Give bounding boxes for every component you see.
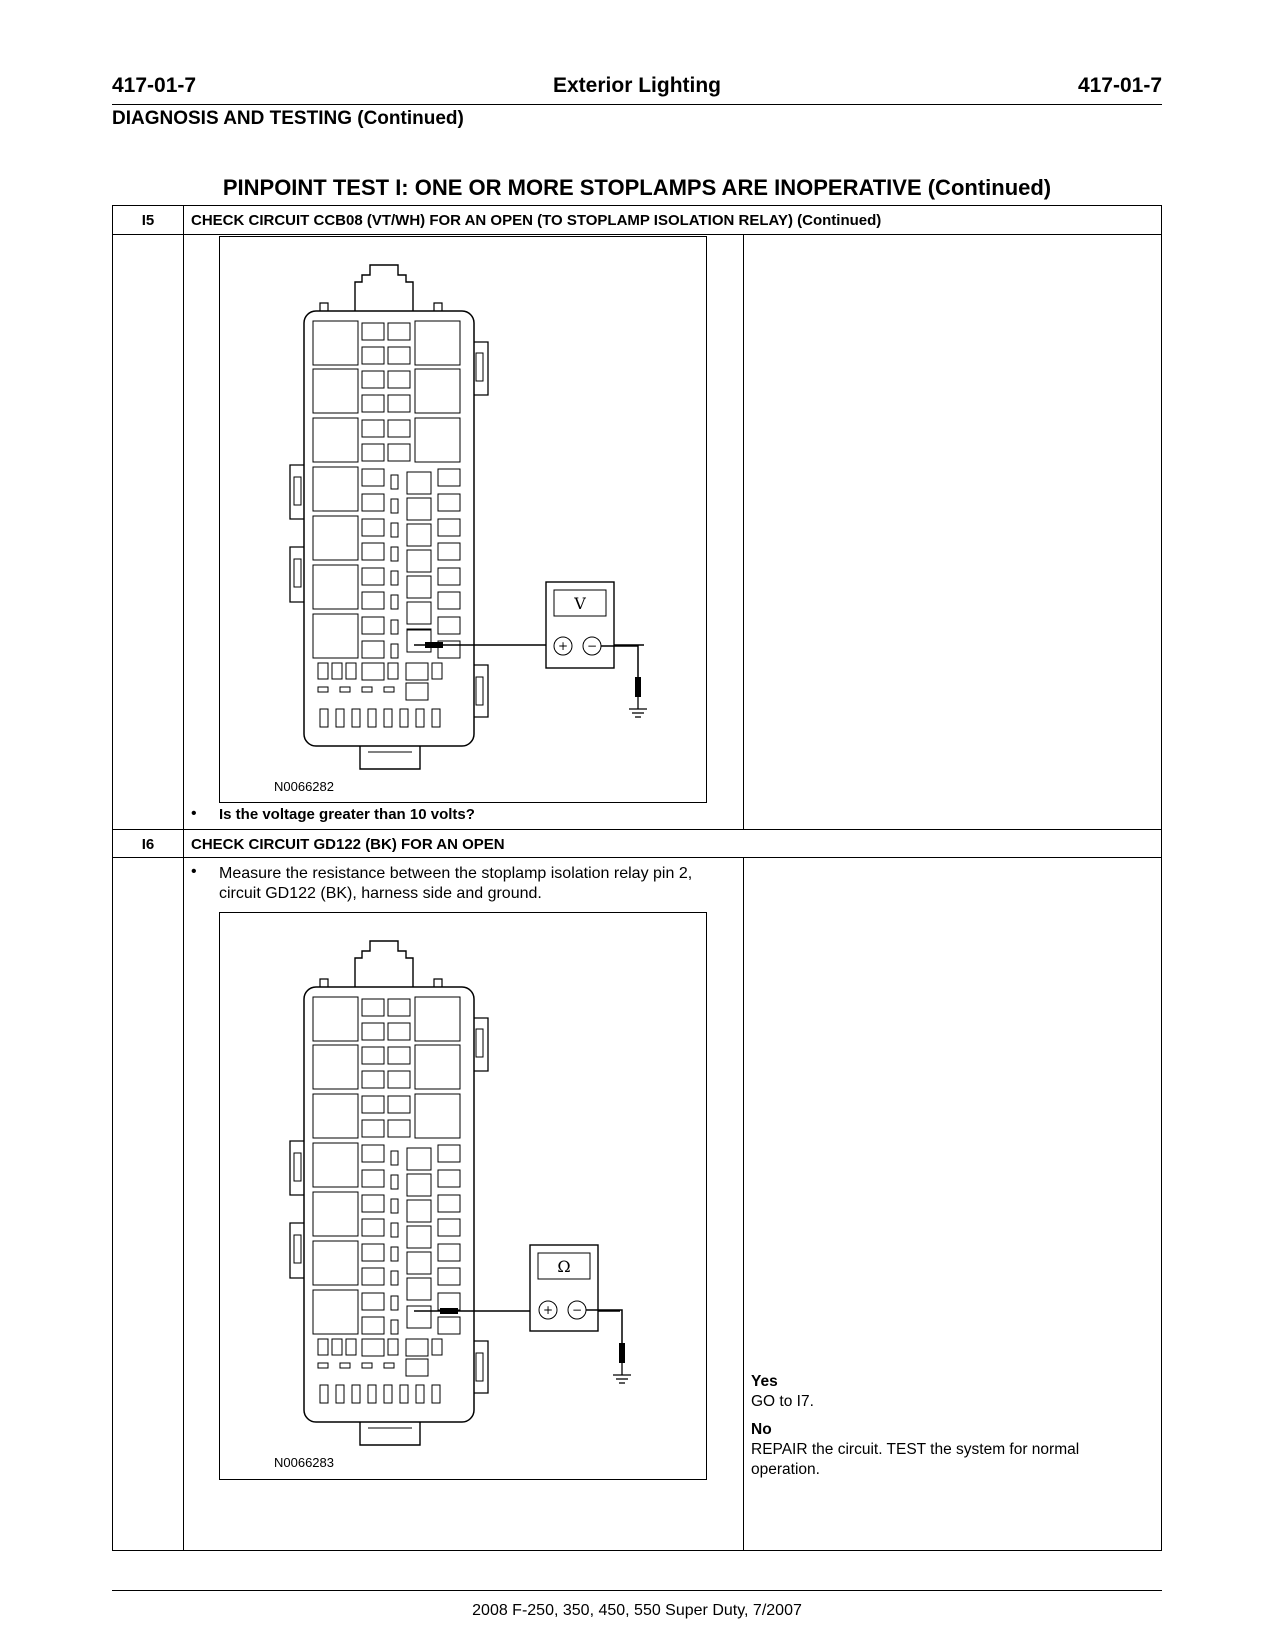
page-number-left: 417-01-7: [112, 74, 197, 97]
pinpoint-test-title: PINPOINT TEST I: ONE OR MORE STOPLAMPS ARE INOPERATIVE (Continued): [222, 175, 1052, 200]
fuse-box-diagram: [220, 913, 706, 1479]
bullet-dot: •: [191, 805, 197, 822]
step-title: CHECK CIRCUIT CCB08 (VT/WH) FOR AN OPEN (TO STOPLAMP ISOLATION RELAY) (Continued): [191, 212, 882, 229]
figure-voltage-test: [219, 236, 707, 803]
no-action-cont: operation.: [751, 1461, 820, 1478]
svg-text:−: −: [571, 1303, 583, 1317]
no-label: No: [751, 1421, 772, 1438]
column-divider: [743, 234, 744, 829]
step-title: CHECK CIRCUIT GD122 (BK) FOR AN OPEN: [191, 836, 505, 853]
fuse-box-icon: [290, 265, 488, 769]
column-divider: [743, 857, 744, 1550]
instruction-line: circuit GD122 (BK), harness side and ground.: [219, 885, 542, 902]
section-subheading: DIAGNOSIS AND TESTING (Continued): [112, 108, 464, 129]
figure-id: N0066282: [274, 779, 334, 794]
pinpoint-test-table: [112, 205, 1162, 1551]
row-divider: [113, 234, 1161, 235]
header-rule: [112, 104, 1162, 105]
fuse-box-icon: [290, 941, 488, 1445]
footer-text: 2008 F-250, 350, 450, 550 Super Duty, 7/2007: [472, 1602, 802, 1619]
page-number-right: 417-01-7: [1077, 74, 1162, 97]
section-title: Exterior Lighting: [553, 74, 721, 97]
step-id: I6: [141, 836, 155, 853]
row-divider: [113, 857, 1161, 858]
meter-display: Ω: [557, 1257, 571, 1276]
column-divider: [183, 206, 184, 1550]
figure-resistance-test: [219, 912, 707, 1480]
footer-rule: [112, 1590, 1162, 1591]
no-action: REPAIR the circuit. TEST the system for normal: [751, 1441, 1080, 1458]
instruction-line: Measure the resistance between the stoplamp isolation relay pin 2,: [219, 865, 693, 882]
answers: [751, 1372, 1079, 1480]
svg-text:+: +: [557, 639, 569, 653]
row-divider: [113, 829, 1161, 830]
step-id: I5: [141, 212, 155, 229]
yes-action: GO to I7.: [751, 1393, 814, 1410]
meter-display: V: [574, 594, 586, 613]
yes-label: Yes: [751, 1373, 778, 1390]
step-instruction: [219, 864, 692, 904]
figure-id: N0066283: [274, 1455, 334, 1470]
step-question: Is the voltage greater than 10 volts?: [219, 806, 475, 823]
fuse-box-diagram: [220, 237, 706, 802]
svg-text:−: −: [586, 639, 598, 653]
svg-text:+: +: [542, 1303, 554, 1317]
bullet-dot: •: [191, 863, 197, 880]
